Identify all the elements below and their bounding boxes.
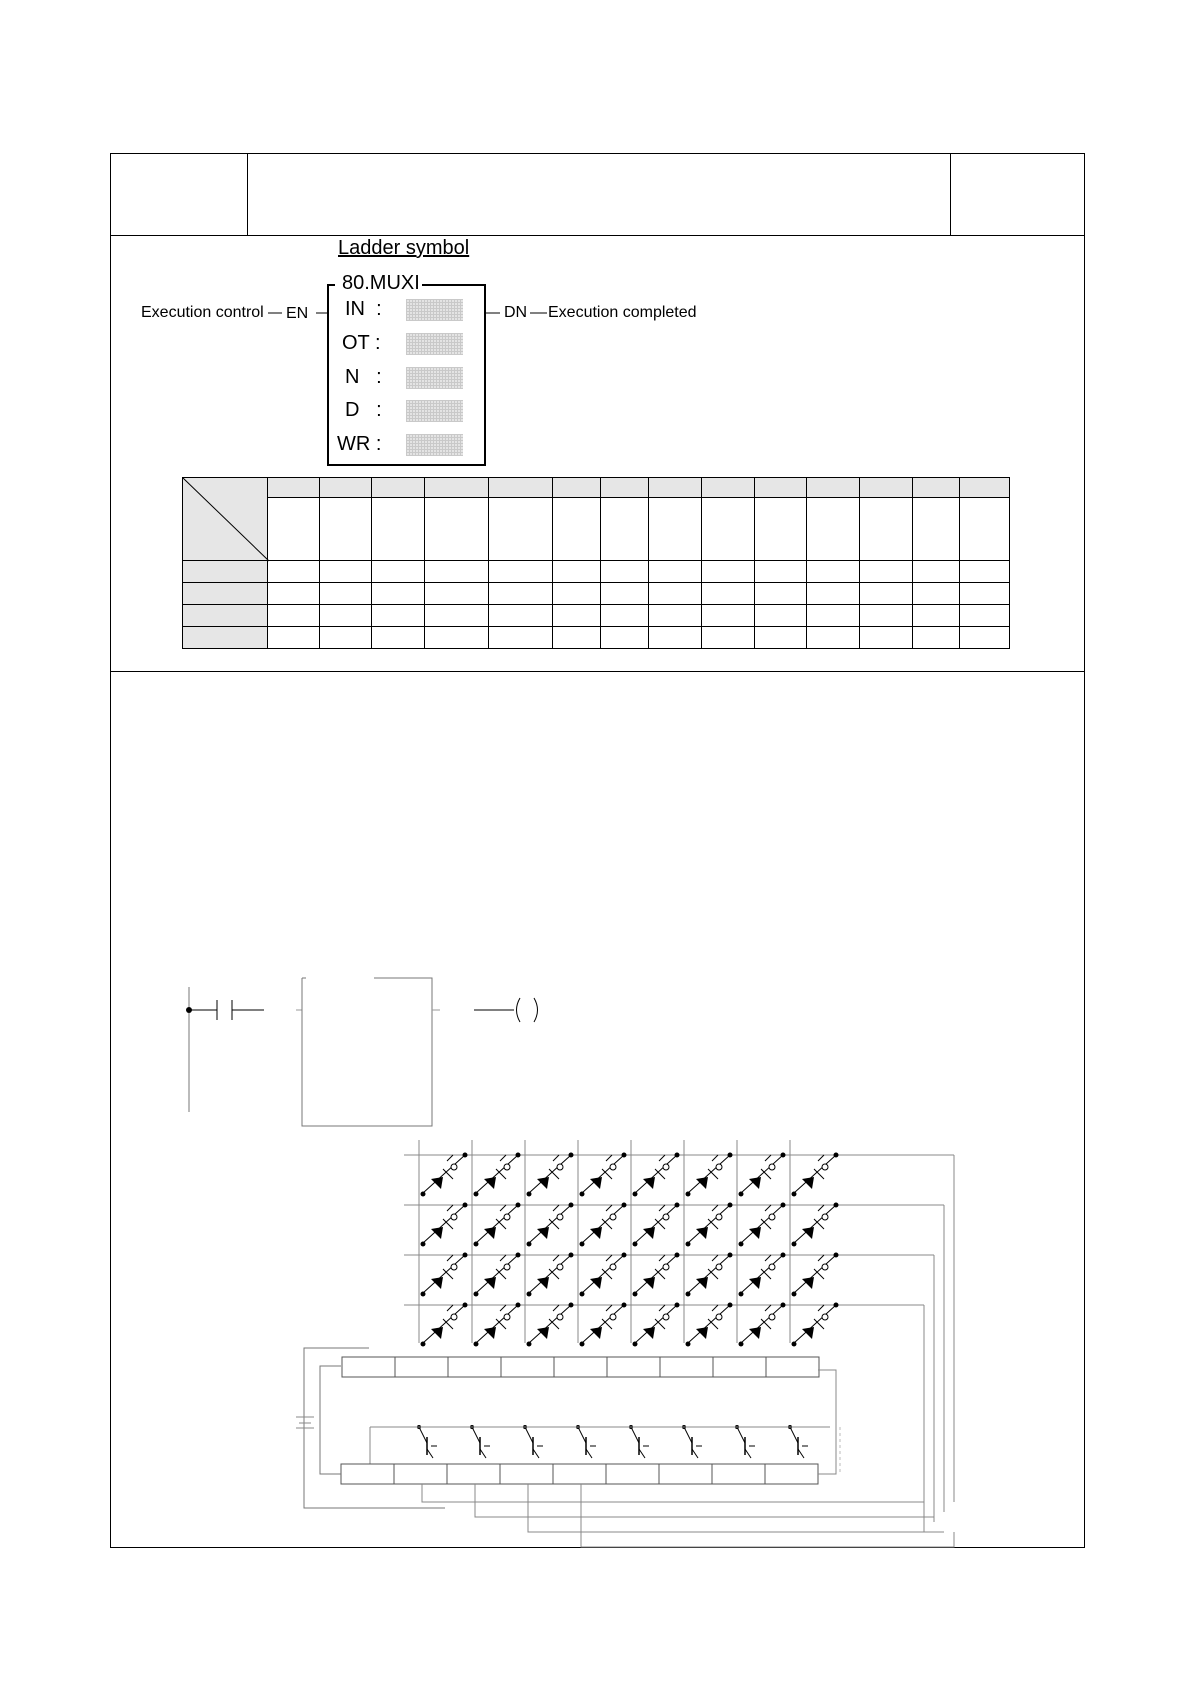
led-junction: [569, 1203, 574, 1208]
bottom-wire: [475, 1484, 934, 1517]
led-contact: [451, 1264, 457, 1270]
led-junction: [739, 1292, 744, 1297]
transistor-emitter: [745, 1449, 751, 1458]
led-diode: [802, 1177, 814, 1189]
led-diode: [749, 1277, 761, 1289]
led-lead: [635, 1205, 677, 1243]
led-diode: [537, 1177, 549, 1189]
led-diode: [696, 1177, 708, 1189]
transistor-collector: [790, 1427, 798, 1443]
led-junction: [421, 1242, 426, 1247]
led-diode: [484, 1327, 496, 1339]
execution-control-label: Execution control: [141, 304, 264, 321]
output-terminal: [713, 1357, 766, 1377]
led-junction: [781, 1253, 786, 1258]
supply-wire: [320, 1366, 341, 1474]
led-junction: [580, 1342, 585, 1347]
led-arrow: [659, 1155, 665, 1161]
led-junction: [580, 1242, 585, 1247]
led-lead: [688, 1205, 730, 1243]
led-junction: [792, 1342, 797, 1347]
led-diode: [749, 1177, 761, 1189]
led-junction: [463, 1153, 468, 1158]
led-junction: [474, 1242, 479, 1247]
led-contact: [822, 1214, 828, 1220]
led-lead: [423, 1255, 465, 1293]
led-junction: [739, 1242, 744, 1247]
led-diode: [696, 1227, 708, 1239]
output-terminal: [766, 1357, 819, 1377]
led-junction: [739, 1192, 744, 1197]
led-arrow: [447, 1305, 453, 1311]
led-diode: [802, 1327, 814, 1339]
transistor-collector: [472, 1427, 480, 1443]
led-contact: [716, 1314, 722, 1320]
led-diode: [431, 1277, 443, 1289]
led-diode: [749, 1327, 761, 1339]
led-contact: [663, 1214, 669, 1220]
led-junction: [622, 1303, 627, 1308]
led-diode: [802, 1227, 814, 1239]
led-arrow: [500, 1305, 506, 1311]
led-arrow: [765, 1155, 771, 1161]
led-lead: [741, 1155, 783, 1193]
led-arrow: [712, 1255, 718, 1261]
led-arrow: [553, 1155, 559, 1161]
led-junction: [728, 1203, 733, 1208]
ladder-symbol-title: Ladder symbol: [338, 237, 470, 259]
led-lead: [476, 1305, 518, 1343]
led-contact: [663, 1164, 669, 1170]
transistor-emitter: [639, 1449, 645, 1458]
led-junction: [527, 1292, 532, 1297]
led-contact: [769, 1214, 775, 1220]
led-junction: [834, 1253, 839, 1258]
led-junction: [633, 1242, 638, 1247]
led-junction: [792, 1242, 797, 1247]
led-lead: [423, 1305, 465, 1343]
led-lead: [794, 1205, 836, 1243]
transistor-emitter: [798, 1449, 804, 1458]
operand-in-label: IN :: [345, 298, 382, 320]
led-junction: [792, 1292, 797, 1297]
led-contact: [504, 1264, 510, 1270]
led-junction: [463, 1303, 468, 1308]
input-terminal: [341, 1464, 394, 1484]
led-diode: [643, 1227, 655, 1239]
led-contact: [663, 1314, 669, 1320]
led-contact: [610, 1314, 616, 1320]
led-contact: [557, 1264, 563, 1270]
led-arrow: [606, 1155, 612, 1161]
led-contact: [769, 1264, 775, 1270]
dn-pin: DN: [504, 304, 528, 321]
led-junction: [421, 1342, 426, 1347]
led-arrow: [447, 1255, 453, 1261]
led-junction: [569, 1253, 574, 1258]
led-contact: [557, 1214, 563, 1220]
led-arrow: [765, 1305, 771, 1311]
operand-wr-label: WR :: [337, 433, 382, 455]
led-junction: [675, 1153, 680, 1158]
led-contact: [504, 1164, 510, 1170]
led-lead: [529, 1155, 571, 1193]
led-contact: [610, 1264, 616, 1270]
led-arrow: [818, 1305, 824, 1311]
transistor-collector: [525, 1427, 533, 1443]
led-junction: [675, 1203, 680, 1208]
led-diode: [431, 1177, 443, 1189]
led-arrow: [765, 1255, 771, 1261]
led-diode: [484, 1277, 496, 1289]
led-lead: [529, 1255, 571, 1293]
led-contact: [822, 1264, 828, 1270]
led-lead: [582, 1205, 624, 1243]
led-junction: [580, 1292, 585, 1297]
led-contact: [716, 1164, 722, 1170]
transistor-emitter: [533, 1449, 539, 1458]
led-junction: [516, 1203, 521, 1208]
led-arrow: [606, 1255, 612, 1261]
en-pin: EN: [286, 305, 309, 322]
led-lead: [476, 1255, 518, 1293]
led-diode: [590, 1327, 602, 1339]
transistor-emitter: [586, 1449, 592, 1458]
led-arrow: [659, 1255, 665, 1261]
led-diode: [696, 1277, 708, 1289]
led-contact: [610, 1164, 616, 1170]
led-lead: [423, 1155, 465, 1193]
led-junction: [834, 1303, 839, 1308]
led-arrow: [712, 1305, 718, 1311]
led-contact: [822, 1314, 828, 1320]
output-terminal: [342, 1357, 395, 1377]
led-contact: [716, 1214, 722, 1220]
led-junction: [622, 1253, 627, 1258]
led-junction: [463, 1253, 468, 1258]
led-diode: [537, 1227, 549, 1239]
led-lead: [794, 1305, 836, 1343]
led-arrow: [818, 1205, 824, 1211]
led-arrow: [447, 1155, 453, 1161]
input-terminal: [394, 1464, 447, 1484]
led-arrow: [712, 1155, 718, 1161]
led-arrow: [553, 1205, 559, 1211]
led-junction: [474, 1342, 479, 1347]
led-lead: [529, 1205, 571, 1243]
led-junction: [834, 1153, 839, 1158]
transistor-emitter: [692, 1449, 698, 1458]
input-terminal: [553, 1464, 606, 1484]
led-diode: [537, 1277, 549, 1289]
led-diode: [643, 1177, 655, 1189]
input-terminal: [500, 1464, 553, 1484]
led-arrow: [818, 1155, 824, 1161]
led-contact: [663, 1264, 669, 1270]
operand-n-label: N :: [345, 366, 382, 388]
led-diode: [749, 1227, 761, 1239]
led-lead: [741, 1205, 783, 1243]
led-junction: [463, 1203, 468, 1208]
led-junction: [792, 1192, 797, 1197]
led-junction: [781, 1203, 786, 1208]
led-lead: [529, 1305, 571, 1343]
led-lead: [688, 1255, 730, 1293]
led-diode: [643, 1327, 655, 1339]
led-junction: [834, 1203, 839, 1208]
led-junction: [516, 1153, 521, 1158]
transistor-collector: [737, 1427, 745, 1443]
led-arrow: [659, 1205, 665, 1211]
led-arrow: [500, 1205, 506, 1211]
transistor-collector: [578, 1427, 586, 1443]
led-junction: [527, 1242, 532, 1247]
led-contact: [822, 1164, 828, 1170]
led-contact: [504, 1314, 510, 1320]
led-contact: [610, 1214, 616, 1220]
led-lead: [582, 1305, 624, 1343]
output-terminal: [501, 1357, 554, 1377]
transistor-collector: [631, 1427, 639, 1443]
led-junction: [686, 1342, 691, 1347]
input-terminal: [712, 1464, 765, 1484]
return-wire: [818, 1370, 836, 1474]
led-junction: [421, 1192, 426, 1197]
led-junction: [781, 1303, 786, 1308]
led-contact: [769, 1164, 775, 1170]
led-contact: [769, 1314, 775, 1320]
led-junction: [633, 1342, 638, 1347]
led-diode: [590, 1177, 602, 1189]
led-junction: [421, 1292, 426, 1297]
led-junction: [474, 1292, 479, 1297]
led-junction: [569, 1303, 574, 1308]
led-arrow: [606, 1305, 612, 1311]
led-diode: [431, 1227, 443, 1239]
led-lead: [794, 1255, 836, 1293]
led-junction: [675, 1303, 680, 1308]
output-terminal: [554, 1357, 607, 1377]
led-junction: [739, 1342, 744, 1347]
led-contact: [557, 1314, 563, 1320]
function-name: 80.MUXI: [342, 272, 420, 294]
bottom-wire: [422, 1484, 924, 1502]
led-junction: [686, 1192, 691, 1197]
operand-d-label: D :: [345, 399, 382, 421]
led-diode: [484, 1227, 496, 1239]
led-junction: [474, 1192, 479, 1197]
bottom-wire: [581, 1484, 954, 1547]
led-diode: [696, 1327, 708, 1339]
led-contact: [557, 1164, 563, 1170]
led-junction: [580, 1192, 585, 1197]
input-terminal: [447, 1464, 500, 1484]
led-diode: [484, 1177, 496, 1189]
led-junction: [622, 1203, 627, 1208]
led-junction: [633, 1192, 638, 1197]
output-terminal: [395, 1357, 448, 1377]
led-lead: [476, 1155, 518, 1193]
led-lead: [688, 1155, 730, 1193]
transistor-emitter: [427, 1449, 433, 1458]
led-diode: [537, 1327, 549, 1339]
led-contact: [716, 1264, 722, 1270]
led-lead: [741, 1255, 783, 1293]
led-arrow: [553, 1305, 559, 1311]
led-arrow: [712, 1205, 718, 1211]
led-diode: [643, 1277, 655, 1289]
led-lead: [423, 1205, 465, 1243]
led-lead: [476, 1205, 518, 1243]
led-contact: [451, 1164, 457, 1170]
transistor-collector: [684, 1427, 692, 1443]
led-junction: [516, 1303, 521, 1308]
led-lead: [688, 1305, 730, 1343]
led-arrow: [500, 1255, 506, 1261]
led-lead: [582, 1255, 624, 1293]
led-arrow: [500, 1155, 506, 1161]
led-arrow: [553, 1255, 559, 1261]
led-junction: [686, 1292, 691, 1297]
led-arrow: [818, 1255, 824, 1261]
led-lead: [582, 1155, 624, 1193]
led-junction: [622, 1153, 627, 1158]
led-junction: [633, 1292, 638, 1297]
led-junction: [728, 1303, 733, 1308]
led-arrow: [447, 1205, 453, 1211]
led-junction: [516, 1253, 521, 1258]
led-arrow: [606, 1205, 612, 1211]
led-contact: [451, 1214, 457, 1220]
execution-completed-label: Execution completed: [548, 304, 697, 321]
led-diode: [431, 1327, 443, 1339]
led-lead: [794, 1155, 836, 1193]
transistor-collector: [419, 1427, 427, 1443]
bottom-wire: [528, 1484, 944, 1532]
led-diode: [590, 1277, 602, 1289]
output-terminal: [660, 1357, 713, 1377]
led-junction: [781, 1153, 786, 1158]
input-terminal: [659, 1464, 712, 1484]
led-junction: [675, 1253, 680, 1258]
transistor-emitter: [480, 1449, 486, 1458]
output-terminal: [607, 1357, 660, 1377]
led-junction: [686, 1242, 691, 1247]
input-terminal: [765, 1464, 818, 1484]
led-junction: [569, 1153, 574, 1158]
led-diode: [802, 1277, 814, 1289]
led-arrow: [659, 1305, 665, 1311]
led-lead: [635, 1155, 677, 1193]
operand-ot-label: OT :: [342, 332, 381, 354]
led-junction: [527, 1192, 532, 1197]
led-lead: [635, 1305, 677, 1343]
led-contact: [451, 1314, 457, 1320]
led-diode: [590, 1227, 602, 1239]
led-lead: [741, 1305, 783, 1343]
led-junction: [728, 1153, 733, 1158]
input-terminal: [606, 1464, 659, 1484]
led-arrow: [765, 1205, 771, 1211]
led-contact: [504, 1214, 510, 1220]
led-lead: [635, 1255, 677, 1293]
led-junction: [527, 1342, 532, 1347]
led-junction: [728, 1253, 733, 1258]
output-terminal: [448, 1357, 501, 1377]
